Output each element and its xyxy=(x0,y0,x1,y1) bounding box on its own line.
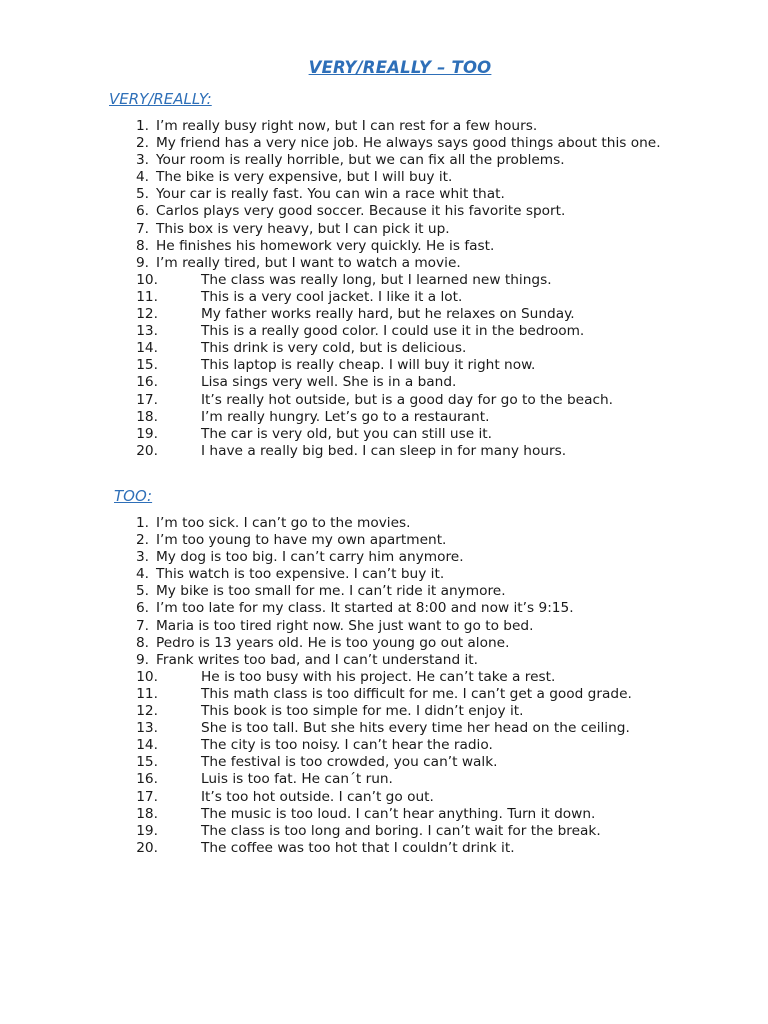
section-heading-very-really: VERY/REALLY: xyxy=(109,90,212,108)
list-item xyxy=(0,186,768,203)
item-number: 11. xyxy=(136,685,158,702)
list-item xyxy=(0,532,768,549)
item-text: It’s really hot outside, but is a good day for go to the beach. xyxy=(201,391,614,408)
list-item xyxy=(0,135,768,152)
item-text: This is a really good color. I could use it in the bedroom. xyxy=(201,323,585,340)
item-text: He finishes his homework very quickly. He is fast. xyxy=(156,237,495,254)
item-number: 6. xyxy=(135,203,149,220)
list-item xyxy=(0,340,768,357)
item-text: This watch is too expensive. I can’t buy it. xyxy=(156,566,445,583)
list-item xyxy=(0,443,768,460)
item-number: 15. xyxy=(136,357,158,374)
item-number: 18. xyxy=(136,408,158,425)
list-item xyxy=(0,806,768,823)
list-item xyxy=(0,823,768,840)
item-number: 7. xyxy=(135,220,149,237)
list-item xyxy=(0,652,768,669)
item-number: 9. xyxy=(135,254,149,271)
item-number: 6. xyxy=(135,600,149,617)
list-item xyxy=(0,771,768,788)
list-item xyxy=(0,323,768,340)
list-item xyxy=(0,409,768,426)
list-item xyxy=(0,754,768,771)
item-number: 17. xyxy=(136,391,158,408)
item-text: I’m too young to have my own apartment. xyxy=(156,532,447,549)
item-number: 2. xyxy=(135,135,149,152)
item-number: 5. xyxy=(135,583,149,600)
item-text: I’m too late for my class. It started at 8:00 and now it’s 9:15. xyxy=(156,600,574,617)
item-number: 19. xyxy=(136,822,158,839)
list-item xyxy=(0,566,768,583)
item-text: Your car is really fast. You can win a race whit that. xyxy=(156,186,505,203)
item-text: The bike is very expensive, but I will buy it. xyxy=(156,169,453,186)
item-number: 15. xyxy=(136,754,158,771)
item-text: My bike is too small for me. I can’t ride it anymore. xyxy=(156,583,506,600)
item-text: Maria is too tired right now. She just want to go to bed. xyxy=(156,617,534,634)
list-item xyxy=(0,583,768,600)
item-number: 5. xyxy=(135,186,149,203)
list-item xyxy=(0,272,768,289)
item-text: The class is too long and boring. I can’t wait for the break. xyxy=(201,822,601,839)
item-text: Pedro is 13 years old. He is too young go out alone. xyxy=(156,634,510,651)
item-text: This drink is very cold, but is delicious. xyxy=(201,340,467,357)
item-number: 14. xyxy=(136,737,158,754)
too-list xyxy=(0,515,768,857)
list-item xyxy=(0,238,768,255)
item-number: 2. xyxy=(135,532,149,549)
list-item xyxy=(0,306,768,323)
item-number: 8. xyxy=(135,237,149,254)
list-item xyxy=(0,392,768,409)
item-text: The coffee was too hot that I couldn’t drink it. xyxy=(201,839,515,856)
item-number: 1. xyxy=(135,515,149,531)
item-number: 3. xyxy=(135,152,149,169)
list-item xyxy=(0,635,768,652)
list-item xyxy=(0,118,768,135)
item-text: This box is very heavy, but I can pick it up. xyxy=(156,220,450,237)
item-text: Your room is really horrible, but we can fix all the problems. xyxy=(156,152,565,169)
item-number: 10. xyxy=(136,271,158,288)
item-text: I’m really busy right now, but I can rest for a few hours. xyxy=(156,118,538,134)
item-text: She is too tall. But she hits every time her head on the ceiling. xyxy=(201,720,630,737)
item-number: 12. xyxy=(136,306,158,323)
item-text: The festival is too crowded, you can’t walk. xyxy=(201,754,498,771)
list-item xyxy=(0,703,768,720)
item-number: 14. xyxy=(136,340,158,357)
item-number: 7. xyxy=(135,617,149,634)
item-number: 9. xyxy=(135,651,149,668)
list-item xyxy=(0,618,768,635)
item-text: Frank writes too bad, and I can’t understand it. xyxy=(156,651,479,668)
item-number: 8. xyxy=(135,634,149,651)
list-item xyxy=(0,515,768,532)
list-item xyxy=(0,169,768,186)
item-number: 3. xyxy=(135,549,149,566)
item-number: 13. xyxy=(136,323,158,340)
item-text: The class was really long, but I learned new things. xyxy=(201,271,552,288)
list-item xyxy=(0,669,768,686)
list-item xyxy=(0,289,768,306)
list-item xyxy=(0,789,768,806)
item-text: The music is too loud. I can’t hear anything. Turn it down. xyxy=(201,805,596,822)
item-text: I’m really hungry. Let’s go to a restaurant. xyxy=(201,408,490,425)
item-number: 1. xyxy=(135,118,149,134)
document-title: VERY/REALLY – TOO xyxy=(308,58,492,77)
item-text: I have a really big bed. I can sleep in for many hours. xyxy=(201,442,567,459)
item-text: This book is too simple for me. I didn’t enjoy it. xyxy=(201,703,524,720)
item-text: The car is very old, but you can still use it. xyxy=(201,425,493,442)
item-text: My father works really hard, but he relaxes on Sunday. xyxy=(201,306,575,323)
list-item xyxy=(0,374,768,391)
list-item xyxy=(0,152,768,169)
section-heading-too: TOO: xyxy=(114,487,153,505)
item-text: This is a very cool jacket. I like it a lot. xyxy=(201,288,463,305)
item-text: This math class is too difficult for me. I can’t get a good grade. xyxy=(201,685,632,702)
item-text: My friend has a very nice job. He always says good things about this one. xyxy=(156,135,661,152)
item-number: 4. xyxy=(135,169,149,186)
item-number: 12. xyxy=(136,703,158,720)
item-text: This laptop is really cheap. I will buy it right now. xyxy=(201,357,536,374)
item-number: 16. xyxy=(136,374,158,391)
item-number: 16. xyxy=(136,771,158,788)
list-item xyxy=(0,221,768,238)
list-item xyxy=(0,357,768,374)
item-text: My dog is too big. I can’t carry him anymore. xyxy=(156,549,464,566)
list-item xyxy=(0,203,768,220)
item-text: I’m really tired, but I want to watch a movie. xyxy=(156,254,461,271)
item-number: 11. xyxy=(136,288,158,305)
item-text: Luis is too fat. He can´t run. xyxy=(201,771,393,788)
item-number: 13. xyxy=(136,720,158,737)
list-item xyxy=(0,426,768,443)
item-number: 4. xyxy=(135,566,149,583)
item-text: It’s too hot outside. I can’t go out. xyxy=(201,788,434,805)
list-item xyxy=(0,686,768,703)
item-text: I’m too sick. I can’t go to the movies. xyxy=(156,515,411,531)
item-number: 17. xyxy=(136,788,158,805)
very-really-list xyxy=(0,118,768,460)
item-number: 20. xyxy=(136,839,158,856)
list-item xyxy=(0,737,768,754)
list-item xyxy=(0,720,768,737)
item-number: 18. xyxy=(136,805,158,822)
item-number: 10. xyxy=(136,668,158,685)
item-text: Carlos plays very good soccer. Because it his favorite sport. xyxy=(156,203,566,220)
item-text: The city is too noisy. I can’t hear the radio. xyxy=(201,737,493,754)
list-item xyxy=(0,600,768,617)
item-text: He is too busy with his project. He can’t take a rest. xyxy=(201,668,556,685)
item-number: 19. xyxy=(136,425,158,442)
list-item xyxy=(0,255,768,272)
item-text: Lisa sings very well. She is in a band. xyxy=(201,374,457,391)
list-item xyxy=(0,549,768,566)
list-item xyxy=(0,840,768,857)
item-number: 20. xyxy=(136,442,158,459)
